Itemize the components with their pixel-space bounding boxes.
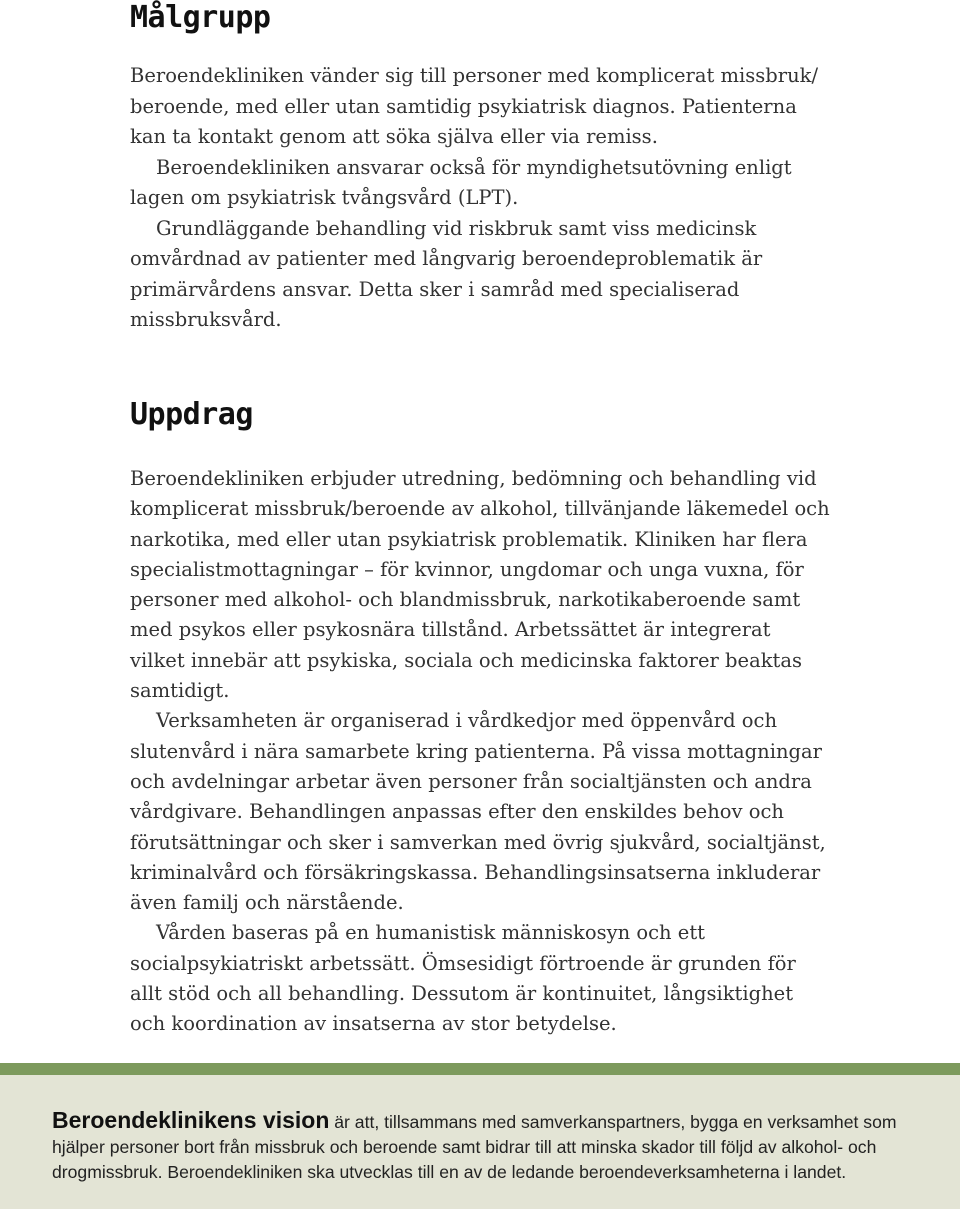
vision-lead: Beroendeklinikens vision — [52, 1107, 330, 1133]
paragraph: Grundläggande behandling vid riskbruk samt viss medicinsk omvårdnad av patienter med långvarig beroendeproblematik är primärvårdens ansvar. Detta sker i samråd med specialiserad missbruksvård. — [130, 216, 763, 331]
paragraph: Vården baseras på en humanistisk människosyn och ett socialpsykiatriskt arbetssätt. Ömsesidigt förtroende är grunden för allt stöd och all behandling. Dessutom är kontinuitet, långsiktighet och koordination av insatserna av stor betydelse. — [130, 921, 796, 1036]
section-heading-uppdrag: Uppdrag — [130, 397, 253, 432]
section-body-uppdrag — [130, 464, 830, 1040]
section-heading-malgrupp: Målgrupp — [130, 0, 271, 35]
section-body-malgrupp — [130, 61, 820, 336]
vision-box — [0, 1075, 960, 1209]
vision-body: är att, tillsammans med samverkanspartners, bygga en verksamhet som hjälper personer bort från missbruk och beroende samt bidrar till att minska skador till följd av alkohol- och drogmissbruk. Beroendekliniken ska utvecklas till en av de ledande beroendeverksamheterna i landet. — [52, 1112, 897, 1182]
paragraph: Beroendekliniken ansvarar också för myndighetsutövning enligt lagen om psykiatrisk tvångsvård (LPT). — [130, 155, 792, 209]
vision-band-top-rule — [0, 1063, 960, 1075]
vision-text — [52, 1108, 912, 1185]
paragraph: Verksamheten är organiserad i vårdkedjor med öppenvård och slutenvård i nära samarbete kring patienterna. På vissa mottagningar och avdelningar arbetar även personer från socialtjänsten och andra vårdgivare. Behandlingen anpassas efter den enskildes behov och förutsättningar och sker i samverkan med övrig sjukvård, socialtjänst, kriminalvård och försäkringskassa. Behandlingsinsatserna inkluderar även familj och närstående. — [130, 709, 826, 915]
paragraph: Beroendekliniken vänder sig till personer med komplicerat missbruk/ beroende, med eller utan samtidig psykiatrisk diagnos. Patienterna kan ta kontakt genom att söka själva eller via remiss. — [130, 64, 819, 148]
paragraph: Beroendekliniken erbjuder utredning, bedömning och behandling vid komplicerat missbruk/beroende av alkohol, tillvänjande läkemedel och narkotika, med eller utan psykiatrisk problematik. Kliniken har flera specialistmottagningar – för kvinnor, ungdomar och unga vuxna, för personer med alkohol- och blandmissbruk, narkotikaberoende samt med psykos eller psykosnära tillstånd. Arbetssättet är integrerat vilket innebär att psykiska, sociala och medicinska faktorer beaktas samtidigt. — [130, 467, 830, 703]
